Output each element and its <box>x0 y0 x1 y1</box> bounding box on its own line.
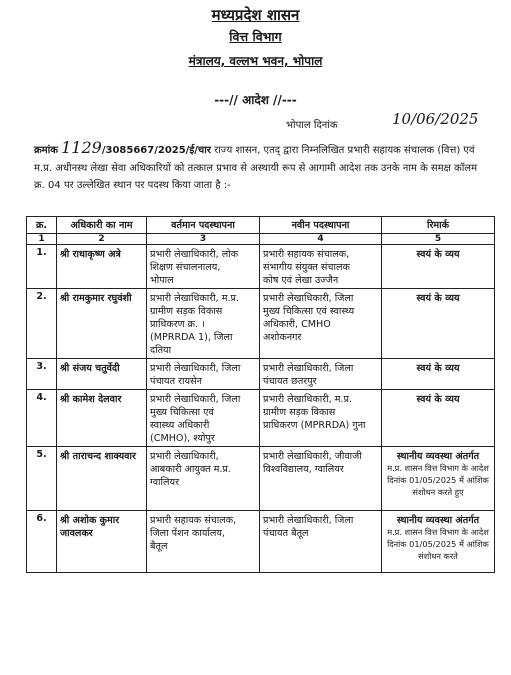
current-posting-line: प्रभारी सहायक संचालक, <box>150 515 237 526</box>
current-posting-cell <box>147 511 260 573</box>
current-posting-cell <box>147 245 260 289</box>
remark-cell <box>382 447 495 511</box>
name-cell <box>57 390 147 447</box>
new-posting-cell <box>260 359 382 390</box>
new-posting-line: पंचायत छतरपुर <box>263 376 317 387</box>
officer-name: श्री अशोक कुमार जावलकर <box>60 515 120 539</box>
col-number: 3 <box>147 234 260 245</box>
officer-name: श्री कामेश देलवार <box>60 394 122 405</box>
current-posting-line: (MPRRDA 1), जिला <box>150 332 233 343</box>
handwritten-order-number: 1129 <box>61 138 102 157</box>
remark-cell <box>382 390 495 447</box>
remark-text: स्वयं के व्यय <box>416 363 460 374</box>
order-prefix: क्रमांक <box>34 145 58 156</box>
new-posting-line: प्रभारी लेखाधिकारी, जिला <box>263 515 354 526</box>
new-posting-cell <box>260 511 382 573</box>
new-posting-line: मुख्य चिकित्सा एवं स्वास्थ्य <box>263 306 355 317</box>
remark-text: स्वयं के व्यय <box>416 394 460 405</box>
table-row <box>27 289 495 359</box>
table-row <box>27 390 495 447</box>
current-posting-line: बैतूल <box>150 541 168 552</box>
table-row <box>27 447 495 511</box>
new-posting-line: प्राधिकरण (MPRRDA) गुना <box>263 420 366 431</box>
new-posting-line: प्रभारी लेखाधिकारी, जिला <box>263 293 354 304</box>
new-posting-cell <box>260 390 382 447</box>
name-cell <box>57 359 147 390</box>
department-heading: वित्त विभाग <box>229 29 282 44</box>
remark-text: स्थानीय व्यवस्था अंतर्गत <box>396 451 480 462</box>
current-posting-line: भोपाल <box>150 275 174 286</box>
name-cell <box>57 511 147 573</box>
serial-number: 6. <box>36 513 47 524</box>
remark-note: म.प्र. शासन वित्त विभाग के आदेश दिनांक 01/05/2025 में आंशिक संशोधन करते हुए <box>387 463 489 497</box>
remark-cell <box>382 511 495 573</box>
handwritten-date: 10/06/2025 <box>392 110 479 128</box>
col-number: 5 <box>382 234 495 245</box>
current-posting-cell <box>147 390 260 447</box>
address-heading: मंत्रालय, वल्लभ भवन, भोपाल <box>188 54 323 68</box>
serial-number: 2. <box>36 291 47 302</box>
new-posting-line: संभागीय संयुक्त संचालक <box>263 262 350 273</box>
officer-name: श्री ताराचन्द शाक्यवार <box>60 451 136 462</box>
serial-number: 5. <box>36 449 47 460</box>
table-row <box>27 511 495 573</box>
col-number: 2 <box>57 234 147 245</box>
order-number: /3085667/2025/ई/चार <box>101 145 211 156</box>
current-posting-line: दतिया <box>150 345 172 356</box>
serial-number: 4. <box>36 392 47 403</box>
table-body <box>27 245 495 573</box>
current-posting-line: पंचायत रायसेन <box>150 376 202 387</box>
remark-cell <box>382 359 495 390</box>
col-number: 4 <box>260 234 382 245</box>
current-posting-line: जिला पेंशन कार्यालय, <box>150 528 226 539</box>
current-posting-line: (CMHO), श्योपुर <box>150 433 215 444</box>
name-cell <box>57 447 147 511</box>
remark-text: स्थानीय व्यवस्था अंतर्गत <box>396 515 480 526</box>
current-posting-line: प्राधिकरण क्र. । <box>150 319 205 330</box>
header-name: अधिकारी का नाम <box>57 217 147 234</box>
table-header-row <box>27 217 495 234</box>
new-posting-cell <box>260 245 382 289</box>
new-posting-line: प्रभारी लेखाधिकारी, जीवाजी <box>263 451 362 462</box>
sno-cell <box>27 359 57 390</box>
remark-text: स्वयं के व्यय <box>416 249 460 260</box>
order-paragraph <box>34 139 486 195</box>
new-posting-line: प्रभारी सहायक संचालक, <box>263 249 350 260</box>
current-posting-line: शिक्षण संचालनालय, <box>150 262 221 273</box>
name-cell <box>57 245 147 289</box>
current-posting-line: प्रभारी लेखाधिकारी, लोक <box>150 249 239 260</box>
current-posting-line: ग्रामीण सड़क विकास <box>150 306 223 317</box>
header-sno: क्र. <box>27 217 57 234</box>
new-posting-line: कोष एवं लेखा उज्जैन <box>263 275 339 286</box>
current-posting-line: प्रभारी लेखाधिकारी, म.प्र. <box>150 293 240 304</box>
current-posting-line: ग्वालियर <box>150 477 179 488</box>
officer-name: श्री रामकुमार रघुवंशी <box>60 293 132 304</box>
current-posting-line: मुख्य चिकित्सा एवं <box>150 407 214 418</box>
date-label: भोपाल दिनांक <box>286 120 338 131</box>
new-posting-cell <box>260 289 382 359</box>
sno-cell <box>27 245 57 289</box>
current-posting-cell <box>147 359 260 390</box>
current-posting-line: प्रभारी लेखाधिकारी, जिला <box>150 363 241 374</box>
new-posting-line: ग्रामीण सड़क विकास <box>263 407 336 418</box>
header-new-posting: नवीन पदस्थापना <box>260 217 382 234</box>
sno-cell <box>27 390 57 447</box>
gov-heading: मध्यप्रदेश शासन <box>211 6 300 24</box>
sno-cell <box>27 289 57 359</box>
table-row <box>27 245 495 289</box>
current-posting-line: प्रभारी लेखाधिकारी, जिला <box>150 394 241 405</box>
current-posting-cell <box>147 289 260 359</box>
remark-cell <box>382 245 495 289</box>
new-posting-line: विश्वविद्यालय, ग्वालियर <box>263 464 344 475</box>
new-posting-line: अधिकारी, CMHO <box>263 319 331 330</box>
new-posting-line: प्रभारी लेखाधिकारी, म.प्र. <box>263 394 353 405</box>
current-posting-line: स्वास्थ्य अधिकारी <box>150 420 210 431</box>
column-number-row <box>27 234 495 245</box>
sno-cell <box>27 447 57 511</box>
header-current-posting: वर्तमान पदस्थापना <box>147 217 260 234</box>
remark-note: म.प्र. शासन वित्त विभाग के आदेश दिनांक 01/05/2025 में आंशिक संशोधन करते <box>387 527 489 561</box>
current-posting-line: आबकारी आयुक्त म.प्र. <box>150 464 231 475</box>
new-posting-line: अशोकनगर <box>263 332 302 343</box>
current-posting-line: प्रभारी लेखाधिकारी, <box>150 451 219 462</box>
col-number: 1 <box>27 234 57 245</box>
serial-number: 1. <box>36 247 47 258</box>
remark-text: स्वयं के व्यय <box>416 293 460 304</box>
sno-cell <box>27 511 57 573</box>
serial-number: 3. <box>36 361 47 372</box>
table-row <box>27 359 495 390</box>
posting-table <box>26 216 495 573</box>
officer-name: श्री राधाकृष्ण अत्रे <box>60 249 121 260</box>
new-posting-cell <box>260 447 382 511</box>
header-remark: रिमार्क <box>382 217 495 234</box>
officer-name: श्री संजय चतुर्वेदी <box>60 363 120 374</box>
order-title: ---// आदेश //--- <box>214 93 297 107</box>
new-posting-line: प्रभारी लेखाधिकारी, जिला <box>263 363 354 374</box>
remark-cell <box>382 289 495 359</box>
current-posting-cell <box>147 447 260 511</box>
order-body: राज्य शासन, एतद् द्वारा निम्नलिखित प्रभारी सहायक संचालक (वित्त) एवं म.प्र. अधीनस्थ लेखा सेवा अधिकारियों को तत्काल प्रभाव से अस्थायी रूप से आगामी आदेश तक उनके नाम के समक्ष कॉलम क्र. 04 पर उल्लेखित स्थान पर पदस्थ किया जाता है :- <box>34 145 478 191</box>
new-posting-line: पंचायत बैतूल <box>263 528 309 539</box>
name-cell <box>57 289 147 359</box>
